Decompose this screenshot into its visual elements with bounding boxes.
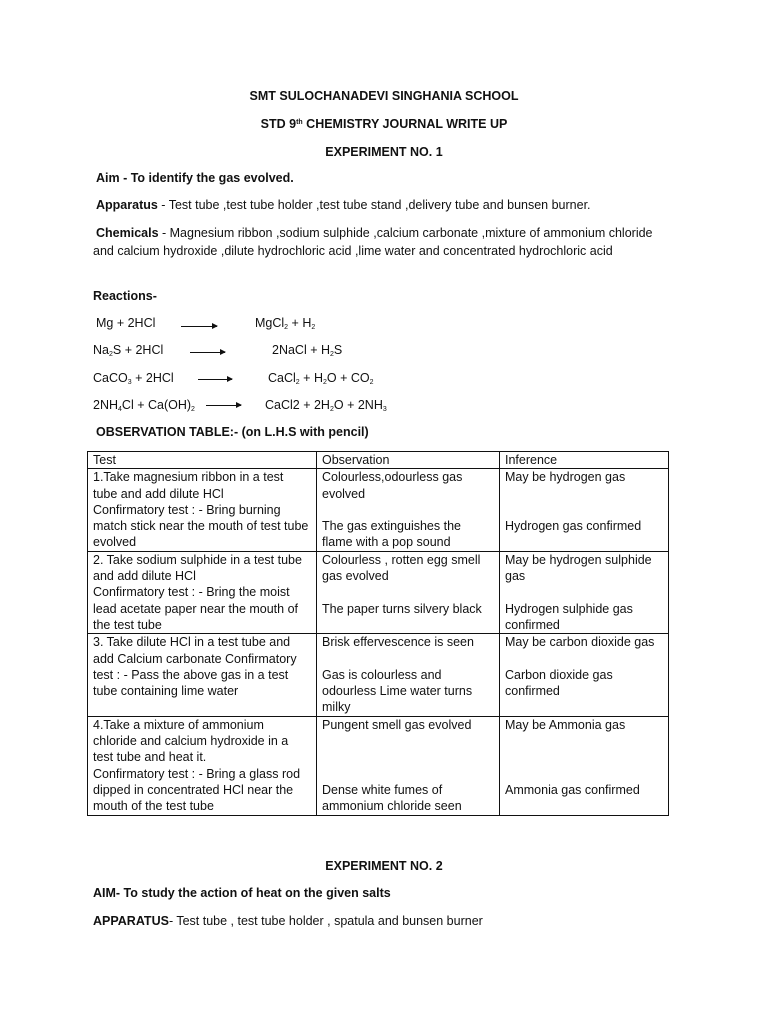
observation-confirm: Gas is colourless and odourless Lime water turns milky (322, 667, 473, 715)
std-prefix: STD 9 (260, 117, 297, 131)
std-superscript: th (296, 119, 303, 126)
observation-cell (317, 469, 500, 551)
reaction-2-products: 2NaCl + $H_2S$ (272, 343, 343, 358)
observation-confirm: The gas extinguishes the flame with a pop sound (322, 519, 461, 550)
apparatus2-label: APPARATUS (93, 914, 169, 928)
header-inference: Inference (500, 452, 669, 469)
test-cell (88, 634, 317, 716)
experiment1-title: EXPERIMENT NO. 1 (325, 145, 443, 159)
school-name: SMT SULOCHANADEVI SINGHANIA SCHOOL (249, 89, 519, 103)
observation-initial: Pungent smell gas evolved (322, 717, 472, 732)
test-step: 1.Take magnesium ribbon in a test tube and add dilute HCl (93, 470, 284, 501)
reaction-1-reactants: Mg + 2HCl (96, 316, 156, 330)
test-step: 3. Take dilute HCl in a test tube and add Calcium carbonate Confirmatory test : - Pass the above gas in a test tube containing lime water (93, 635, 297, 699)
experiment1-apparatus (96, 198, 591, 212)
inference-initial: May be hydrogen sulphide gas (505, 552, 652, 584)
table-row (88, 716, 669, 815)
observation-cell (317, 551, 500, 633)
observation-cell (317, 634, 500, 716)
apparatus2-text: - Test tube , test tube holder , spatula and bunsen burner (168, 914, 483, 928)
experiment2-title: EXPERIMENT NO. 2 (325, 859, 443, 873)
test-cell (88, 716, 317, 815)
test-step: 4.Take a mixture of ammonium chloride and calcium hydroxide in a test tube and heat it. (93, 717, 289, 765)
reaction-4-products: CaCl2 + $2H_2O + 2NH_3$ (265, 398, 387, 413)
table-row (88, 469, 669, 551)
inference-cell (500, 469, 669, 551)
observation-initial: Brisk effervescence is seen (322, 635, 474, 650)
journal-title (0, 117, 768, 131)
test-cell (88, 551, 317, 633)
reaction-3-arrow (198, 379, 232, 380)
chemicals-text: - Magnesium ribbon ,sodium sulphide ,calcium carbonate ,mixture of ammonium chloride and calcium hydroxide ,dilute hydrochloric acid ,lime water and concentrated hydrochloric acid (93, 226, 653, 258)
table-header-row (88, 452, 669, 469)
reaction-3-products: CaCl$_2$ + $H_2O + CO_2$ (268, 371, 374, 386)
test-step: 2. Take sodium sulphide in a test tube and add dilute HCl (93, 552, 302, 584)
observation-cell (317, 716, 500, 815)
inference-confirm: Ammonia gas confirmed (505, 782, 640, 797)
apparatus-label: Apparatus (96, 198, 158, 212)
inference-initial: May be carbon dioxide gas (505, 635, 655, 650)
confirmatory-test: Confirmatory test : - Bring a glass rod dipped in concentrated HCl near the mouth of the test tube (93, 766, 301, 814)
reaction-1-arrow (181, 326, 217, 327)
inference-initial: May be Ammonia gas (505, 717, 626, 732)
experiment2-apparatus (93, 914, 483, 928)
header-observation: Observation (317, 452, 500, 469)
observation-table (87, 451, 669, 816)
apparatus-text: - Test tube ,test tube holder ,test tube stand ,delivery tube and bunsen burner. (157, 198, 591, 212)
experiment1-chemicals (93, 225, 673, 260)
experiment2-aim: AIM- To study the action of heat on the given salts (93, 886, 391, 900)
inference-cell (500, 551, 669, 633)
test-cell (88, 469, 317, 551)
chemicals-label: Chemicals (96, 226, 159, 240)
reaction-1-products: MgCl$_2$ + $H_2$ (255, 316, 316, 331)
inference-cell (500, 716, 669, 815)
reaction-4-reactants: $2NH_4Cl + Ca(OH)_2$ (93, 398, 195, 413)
reaction-2-arrow (190, 352, 225, 353)
observation-table-label: OBSERVATION TABLE:- (on L.H.S with pencil) (96, 425, 369, 439)
inference-initial: May be hydrogen gas (505, 470, 626, 485)
inference-confirm: Hydrogen sulphide gas confirmed (505, 601, 633, 632)
inference-confirm: Hydrogen gas confirmed (505, 519, 642, 534)
experiment1-aim: Aim - To identify the gas evolved. (96, 171, 294, 185)
std-suffix: CHEMISTRY JOURNAL WRITE UP (302, 117, 508, 131)
observation-confirm: Dense white fumes of ammonium chloride seen (322, 782, 462, 814)
observation-initial: Colourless , rotten egg smell gas evolved (322, 552, 481, 584)
confirmatory-test: Confirmatory test : - Bring the moist lead acetate paper near the mouth of the test tube (93, 585, 299, 632)
reaction-4-arrow (206, 405, 241, 406)
reactions-label: Reactions- (93, 289, 157, 303)
confirmatory-test: Confirmatory test : - Bring burning match stick near the mouth of test tube evolved (93, 502, 309, 550)
observation-initial: Colourless,odourless gas evolved (322, 470, 463, 501)
header-test: Test (88, 452, 317, 469)
table-row (88, 551, 669, 633)
inference-cell (500, 634, 669, 716)
table-row (88, 634, 669, 716)
reaction-3-reactants: CaCO$_3$ + 2HCl (93, 371, 174, 386)
inference-confirm: Carbon dioxide gas confirmed (505, 667, 613, 699)
reaction-2-reactants: $Na_2S + 2HCl$ (93, 343, 164, 358)
observation-confirm: The paper turns silvery black (322, 601, 482, 616)
